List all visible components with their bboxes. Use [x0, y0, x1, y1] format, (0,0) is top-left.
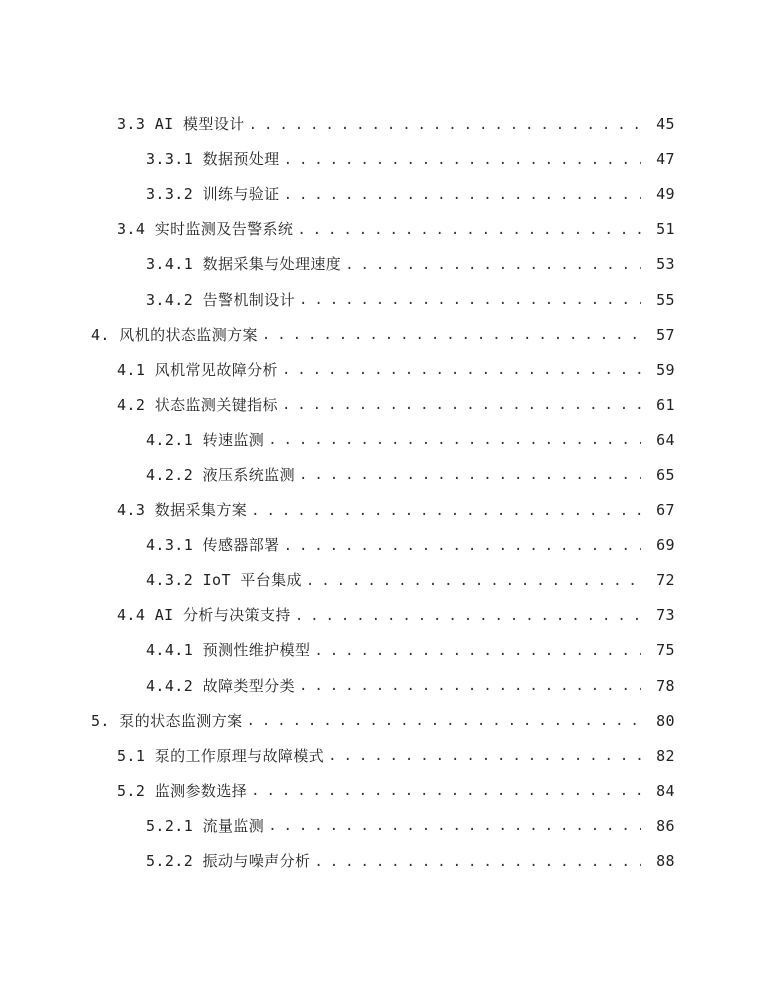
toc-page-number: 49	[656, 185, 675, 204]
toc-entry[interactable]	[0, 598, 765, 633]
toc-entry[interactable]	[0, 774, 765, 809]
toc-entry-label: 5.1 泵的工作原理与故障模式	[117, 746, 325, 765]
toc-page-number: 84	[656, 781, 675, 800]
toc-entry-label: 3.4.2 告警机制设计	[146, 290, 295, 309]
dot-leader	[299, 292, 641, 308]
dot-leader	[328, 748, 641, 764]
toc-entry[interactable]	[0, 669, 765, 704]
dot-leader	[314, 854, 641, 870]
toc-entry[interactable]	[0, 212, 765, 247]
dot-leader	[284, 538, 641, 554]
toc-entry-label: 3.3.2 训练与验证	[146, 185, 280, 204]
dot-leader	[249, 117, 641, 133]
toc-entry-label: 4.1 风机常见故障分析	[117, 360, 278, 379]
toc-entry-label: 4.4.1 预测性维护模型	[146, 641, 311, 660]
toc-page-number: 55	[656, 290, 675, 309]
dot-leader	[284, 152, 641, 168]
toc-entry[interactable]	[0, 563, 765, 598]
toc-entry-label: 4.2 状态监测关键指标	[117, 395, 278, 414]
table-of-contents	[0, 107, 765, 879]
toc-page-number: 80	[656, 711, 675, 730]
toc-page-number: 82	[656, 746, 675, 765]
toc-entry-label: 4.3.1 传感器部署	[146, 536, 280, 555]
dot-leader	[282, 397, 641, 413]
toc-page-number: 47	[656, 150, 675, 169]
dot-leader	[251, 783, 641, 799]
toc-entry[interactable]	[0, 809, 765, 844]
toc-page-number: 61	[656, 395, 675, 414]
toc-entry[interactable]	[0, 388, 765, 423]
dot-leader	[306, 573, 641, 589]
toc-entry[interactable]	[0, 528, 765, 563]
toc-page-number: 72	[656, 571, 675, 590]
toc-entry[interactable]	[0, 458, 765, 493]
toc-entry-label: 5.2 监测参数选择	[117, 781, 248, 800]
toc-page-number: 64	[656, 430, 675, 449]
toc-entry[interactable]	[0, 844, 765, 879]
dot-leader	[284, 187, 641, 203]
toc-entry[interactable]	[0, 142, 765, 177]
toc-entry-label: 4.3 数据采集方案	[117, 501, 248, 520]
toc-page-number: 45	[656, 115, 675, 134]
dot-leader	[247, 713, 642, 729]
toc-entry-label: 3.3.1 数据预处理	[146, 150, 280, 169]
dot-leader	[299, 467, 641, 483]
toc-entry[interactable]	[0, 318, 765, 353]
toc-entry[interactable]	[0, 177, 765, 212]
toc-page-number: 65	[656, 465, 675, 484]
dot-leader	[268, 818, 641, 834]
toc-page-number: 59	[656, 360, 675, 379]
dot-leader	[345, 257, 641, 273]
toc-page-number: 75	[656, 641, 675, 660]
toc-page-number: 67	[656, 501, 675, 520]
toc-entry-label: 4.3.2 IoT 平台集成	[146, 571, 302, 590]
toc-entry[interactable]	[0, 423, 765, 458]
toc-entry[interactable]	[0, 107, 765, 142]
toc-entry-label: 4.4.2 故障类型分类	[146, 676, 295, 695]
toc-entry[interactable]	[0, 633, 765, 668]
toc-page-number: 69	[656, 536, 675, 555]
toc-entry-label: 5. 泵的状态监测方案	[91, 711, 243, 730]
dot-leader	[299, 678, 641, 694]
dot-leader	[314, 643, 641, 659]
toc-entry[interactable]	[0, 247, 765, 282]
dot-leader	[262, 327, 641, 343]
toc-entry-label: 3.4 实时监测及告警系统	[117, 220, 294, 239]
toc-page-number: 53	[656, 255, 675, 274]
toc-page-number: 78	[656, 676, 675, 695]
toc-entry[interactable]	[0, 282, 765, 317]
toc-entry-label: 4.2.2 液压系统监测	[146, 465, 295, 484]
toc-entry-label: 4. 风机的状态监测方案	[91, 325, 258, 344]
toc-entry-label: 5.2.1 流量监测	[146, 816, 265, 835]
dot-leader	[282, 362, 641, 378]
toc-page-number: 57	[656, 325, 675, 344]
toc-entry[interactable]	[0, 493, 765, 528]
dot-leader	[297, 222, 641, 238]
toc-entry-label: 5.2.2 振动与噪声分析	[146, 852, 311, 871]
toc-entry[interactable]	[0, 704, 765, 739]
toc-entry[interactable]	[0, 353, 765, 388]
toc-entry-label: 3.4.1 数据采集与处理速度	[146, 255, 342, 274]
toc-page-number: 86	[656, 816, 675, 835]
toc-entry-label: 3.3 AI 模型设计	[117, 115, 245, 134]
toc-entry-label: 4.4 AI 分析与决策支持	[117, 606, 291, 625]
toc-page-number: 73	[656, 606, 675, 625]
toc-entry-label: 4.2.1 转速监测	[146, 430, 265, 449]
toc-page-number: 88	[656, 852, 675, 871]
dot-leader	[251, 503, 641, 519]
toc-page-number: 51	[656, 220, 675, 239]
dot-leader	[268, 432, 641, 448]
toc-entry[interactable]	[0, 739, 765, 774]
dot-leader	[295, 608, 641, 624]
